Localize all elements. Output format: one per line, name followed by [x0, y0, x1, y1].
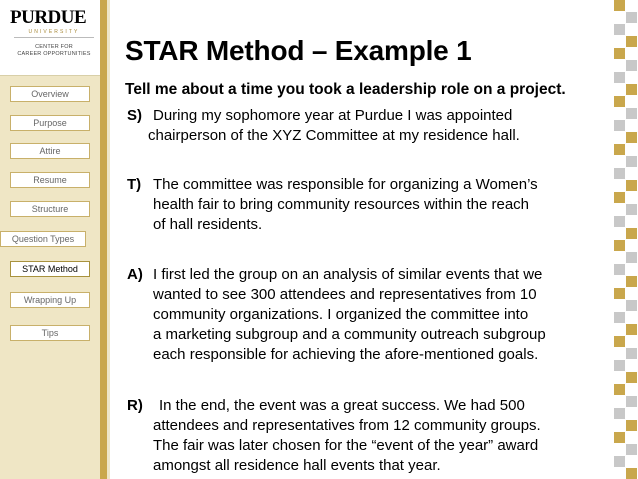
- deco-square: [614, 192, 625, 203]
- nav-item-label: Purpose: [33, 118, 67, 128]
- decorative-squares: [614, 0, 638, 479]
- deco-square: [626, 468, 637, 479]
- star-item-result: [127, 396, 541, 476]
- deco-square: [626, 84, 637, 95]
- deco-square: [626, 132, 637, 143]
- deco-square: [626, 420, 637, 431]
- deco-square: [626, 204, 637, 215]
- item-line: During my sophomore year at Purdue I was appointed: [153, 107, 513, 124]
- deco-square: [626, 324, 637, 335]
- deco-square: [626, 108, 637, 119]
- star-letter: A): [127, 266, 143, 283]
- deco-square: [614, 24, 625, 35]
- deco-square: [614, 0, 625, 11]
- logo-subtitle: UNIVERSITY: [28, 29, 80, 35]
- deco-square: [626, 60, 637, 71]
- slide-title: STAR Method – Example 1: [125, 35, 472, 66]
- deco-square: [614, 216, 625, 227]
- nav-item-label: Overview: [31, 89, 69, 99]
- nav-item-wrapping-up[interactable]: [10, 292, 90, 308]
- item-line: The fair was later chosen for the “event of the year” award: [153, 437, 539, 454]
- deco-square: [614, 48, 625, 59]
- deco-square: [614, 336, 625, 347]
- deco-square: [614, 456, 625, 467]
- light-divider-bar: [107, 0, 110, 479]
- item-line: attendees and representatives from 12 community groups.: [153, 417, 541, 434]
- item-line: community organizations. I organized the committee into: [153, 306, 529, 323]
- sidebar-nav: [0, 0, 100, 479]
- nav-item-label: Structure: [31, 204, 69, 214]
- item-line: wanted to see 300 attendees and representatives from 10: [153, 286, 537, 303]
- item-line: each responsible for achieving the afore-mentioned goals.: [153, 346, 539, 363]
- deco-square: [626, 348, 637, 359]
- deco-square: [614, 384, 625, 395]
- nav-item-label: STAR Method: [22, 264, 78, 274]
- item-line: In the end, the event was a great success. We had 500: [159, 397, 525, 414]
- purdue-logo: [0, 0, 100, 76]
- item-line: of hall residents.: [153, 216, 263, 233]
- star-item-situation: [127, 106, 520, 146]
- deco-square: [626, 396, 637, 407]
- item-line: amongst all residence hall events that year.: [153, 457, 441, 474]
- gold-divider-bar: [100, 0, 107, 479]
- deco-square: [626, 276, 637, 287]
- deco-square: [626, 36, 637, 47]
- deco-square: [626, 372, 637, 383]
- deco-square: [626, 180, 637, 191]
- deco-square: [626, 444, 637, 455]
- logo-center-line2: CAREER OPPORTUNITIES: [17, 51, 91, 57]
- nav-item-resume[interactable]: [10, 172, 90, 188]
- deco-square: [614, 288, 625, 299]
- nav-item-overview[interactable]: [10, 86, 90, 102]
- item-line: I first led the group on an analysis of similar events that we: [153, 266, 543, 283]
- deco-square: [614, 432, 625, 443]
- star-item-task: [127, 175, 538, 235]
- item-line: a marketing subgroup and a community outreach subgroup: [153, 326, 546, 343]
- deco-square: [614, 312, 625, 323]
- nav-item-label: Tips: [41, 328, 59, 338]
- nav-item-question-types[interactable]: [0, 231, 86, 247]
- deco-square: [614, 264, 625, 275]
- nav-item-attire[interactable]: [10, 143, 90, 159]
- deco-square: [626, 228, 637, 239]
- nav-item-label: Wrapping Up: [23, 295, 77, 305]
- nav-item-tips[interactable]: [10, 325, 90, 341]
- deco-square: [614, 120, 625, 131]
- item-line: health fair to bring community resources within the reach: [153, 196, 530, 213]
- deco-square: [626, 300, 637, 311]
- nav-item-label: Question Types: [11, 234, 75, 244]
- deco-square: [626, 252, 637, 263]
- deco-square: [614, 240, 625, 251]
- deco-square: [614, 408, 625, 419]
- deco-square: [614, 96, 625, 107]
- logo-center-text: [14, 44, 94, 58]
- star-letter: T): [127, 176, 142, 193]
- item-line: The committee was responsible for organizing a Women’s: [153, 176, 538, 193]
- star-letter: R): [127, 397, 143, 414]
- item-line: chairperson of the XYZ Committee at my residence hall.: [148, 127, 520, 144]
- nav-item-label: Attire: [39, 146, 61, 156]
- deco-square: [614, 72, 625, 83]
- deco-square: [626, 12, 637, 23]
- interview-question: Tell me about a time you took a leadership role on a project.: [125, 81, 566, 98]
- logo-center-line1: CENTER FOR: [35, 44, 73, 50]
- logo-wordmark: PURDUE: [10, 7, 87, 28]
- deco-square: [614, 144, 625, 155]
- deco-square: [614, 360, 625, 371]
- nav-item-purpose[interactable]: [10, 115, 90, 131]
- nav-item-structure[interactable]: [10, 201, 90, 217]
- star-letter: S): [127, 107, 142, 124]
- logo-divider: [14, 37, 94, 38]
- deco-square: [626, 156, 637, 167]
- nav-item-star-method[interactable]: [10, 261, 90, 277]
- star-item-action: [127, 265, 546, 365]
- deco-square: [614, 168, 625, 179]
- nav-item-label: Resume: [33, 175, 67, 185]
